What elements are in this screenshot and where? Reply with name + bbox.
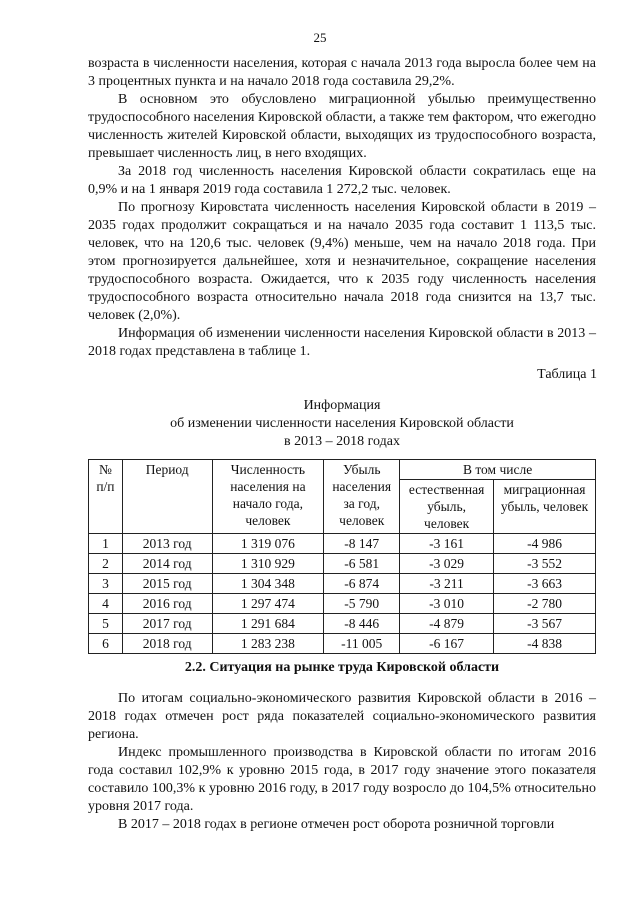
header-migration: миграционная убыль, человек — [494, 480, 596, 534]
cell-period: 2017 год — [122, 614, 212, 634]
cell-num: 6 — [89, 634, 123, 654]
table-row — [89, 554, 596, 574]
cell-migration: -2 780 — [494, 594, 596, 614]
cell-decline: -5 790 — [324, 594, 400, 614]
cell-num: 2 — [89, 554, 123, 574]
table-body — [89, 534, 596, 654]
cell-num: 1 — [89, 534, 123, 554]
cell-migration: -3 567 — [494, 614, 596, 634]
cell-population: 1 310 929 — [212, 554, 324, 574]
header-num: № п/п — [89, 460, 123, 534]
cell-decline: -6 581 — [324, 554, 400, 574]
cell-num: 3 — [89, 574, 123, 594]
paragraph: По прогнозу Кировстата численность населения Кировской области в 2019 – 2035 годах продолжит сокращаться и на начало 2035 года составит 1 113,5 тыс. человек, что на 120,6 тыс. человек (9,4%) меньше, чем на начало 2018 года. При этом прогнозируется дальнейшее, хотя и незначительное, сокращение населения трудоспособного возраста. Ожидается, что к 2035 году численность населения трудоспособного возраста относительно начала 2018 года снизится на 13,7 тыс. человек (2,0%). — [88, 200, 596, 323]
section-heading: 2.2. Ситуация на рынке труда Кировской области — [184, 660, 500, 675]
cell-natural: -3 211 — [400, 574, 494, 594]
table-row — [89, 574, 596, 594]
table-row — [89, 534, 596, 554]
cell-natural: -3 161 — [400, 534, 494, 554]
cell-natural: -3 029 — [400, 554, 494, 574]
table-title-line: в 2013 – 2018 годах — [284, 434, 400, 449]
cell-migration: -3 663 — [494, 574, 596, 594]
paragraph: Информация об изменении численности населения Кировской области в 2013 – 2018 годах представлена в таблице 1. — [88, 326, 596, 359]
table-title-line: Информация — [303, 398, 381, 413]
cell-migration: -3 552 — [494, 554, 596, 574]
cell-migration: -4 838 — [494, 634, 596, 654]
cell-num: 4 — [89, 594, 123, 614]
cell-period: 2014 год — [122, 554, 212, 574]
paragraph: В основном это обусловлено миграционной убылью преимущественно трудоспособного населения Кировской области, а также тем фактором, что ежегодно численность жителей Кировской области, выходящих из трудоспособного возраста, превышает численность лиц, в него входящих. — [88, 92, 596, 161]
table-row — [89, 634, 596, 654]
paragraph: возраста в численности населения, которая с начала 2013 года выросла более чем на 3 процентных пункта и на начало 2018 года составила 29,2%. — [88, 56, 596, 89]
table-title-line: об изменении численности населения Кировской области — [170, 416, 514, 431]
cell-decline: -8 147 — [324, 534, 400, 554]
table-label: Таблица 1 — [537, 367, 597, 382]
intro-text — [88, 55, 596, 361]
cell-decline: -11 005 — [324, 634, 400, 654]
cell-population: 1 297 474 — [212, 594, 324, 614]
cell-natural: -3 010 — [400, 594, 494, 614]
cell-num: 5 — [89, 614, 123, 634]
cell-decline: -8 446 — [324, 614, 400, 634]
cell-natural: -6 167 — [400, 634, 494, 654]
header-including: В том числе — [400, 460, 596, 480]
cell-period: 2013 год — [122, 534, 212, 554]
cell-decline: -6 874 — [324, 574, 400, 594]
page-number: 25 — [313, 30, 327, 45]
paragraph: В 2017 – 2018 годах в регионе отмечен рост оборота розничной торговли — [118, 817, 555, 832]
cell-population: 1 319 076 — [212, 534, 324, 554]
table-row — [89, 594, 596, 614]
paragraph: За 2018 год численность населения Кировской области сократилась еще на 0,9% и на 1 января 2019 года составила 1 272,2 тыс. человек. — [88, 164, 596, 197]
section-text — [88, 690, 596, 834]
cell-period: 2018 год — [122, 634, 212, 654]
table-row — [89, 614, 596, 634]
cell-population: 1 291 684 — [212, 614, 324, 634]
header-period: Период — [122, 460, 212, 534]
cell-period: 2015 год — [122, 574, 212, 594]
paragraph: Индекс промышленного производства в Кировской области по итогам 2016 года составил 102,9% к уровню 2015 года, в 2017 году значение этого показателя составило 100,3% к уровню 2016 году, в 2017 году возросло до 104,5% относительно уровня 2017 года. — [88, 745, 596, 814]
cell-migration: -4 986 — [494, 534, 596, 554]
cell-natural: -4 879 — [400, 614, 494, 634]
header-natural: естественная убыль, человек — [400, 480, 494, 534]
population-table — [88, 459, 596, 654]
header-population: Численность населения на начало года, человек — [212, 460, 324, 534]
cell-population: 1 304 348 — [212, 574, 324, 594]
table-title — [88, 397, 596, 451]
paragraph: По итогам социально-экономического развития Кировской области в 2016 – 2018 годах отмечен рост ряда показателей социально-экономического развития региона. — [88, 691, 596, 742]
cell-period: 2016 год — [122, 594, 212, 614]
header-decline: Убыль населения за год, человек — [324, 460, 400, 534]
cell-population: 1 283 238 — [212, 634, 324, 654]
